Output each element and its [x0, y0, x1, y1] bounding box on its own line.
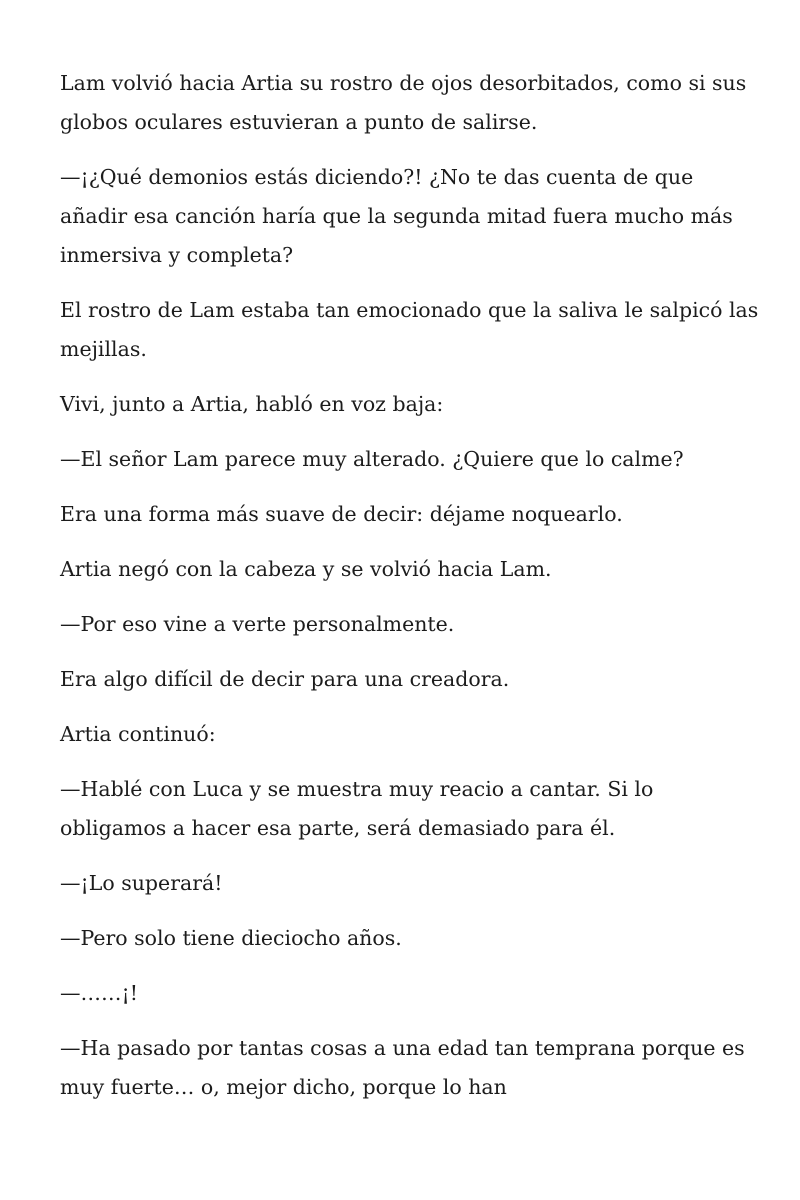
paragraph-3: El rostro de Lam estaba tan emocionado que la saliva le salpicó las mejillas. [60, 298, 759, 361]
paragraph-11: —Hablé con Luca y se muestra muy reacio a cantar. Si lo obligamos a hacer esa parte, será demasiado para él. [60, 777, 654, 840]
paragraph-5: —El señor Lam parece muy alterado. ¿Quiere que lo calme? [60, 447, 684, 471]
paragraph-12: —¡Lo superará! [60, 871, 223, 895]
paragraph-13: —Pero solo tiene dieciocho años. [60, 926, 402, 950]
paragraph-14: —……¡! [60, 981, 138, 1005]
paragraph-9: Era algo difícil de decir para una creadora. [60, 667, 510, 691]
paragraph-8: —Por eso vine a verte personalmente. [60, 612, 455, 636]
paragraph-15: —Ha pasado por tantas cosas a una edad tan temprana porque es muy fuerte… o, mejor dicho, porque lo han [60, 1036, 745, 1099]
paragraph-2: —¡¿Qué demonios estás diciendo?! ¿No te das cuenta de que añadir esa canción haría que la segunda mitad fuera mucho más inmersiva y completa? [60, 165, 733, 267]
paragraph-7: Artia negó con la cabeza y se volvió hacia Lam. [60, 557, 552, 581]
document-page [60, 64, 760, 1123]
paragraph-6: Era una forma más suave de decir: déjame noquearlo. [60, 502, 623, 526]
paragraph-1: Lam volvió hacia Artia su rostro de ojos desorbitados, como si sus globos oculares estuvieran a punto de salirse. [60, 71, 747, 134]
paragraph-4: Vivi, junto a Artia, habló en voz baja: [60, 392, 444, 416]
paragraph-10: Artia continuó: [60, 722, 216, 746]
